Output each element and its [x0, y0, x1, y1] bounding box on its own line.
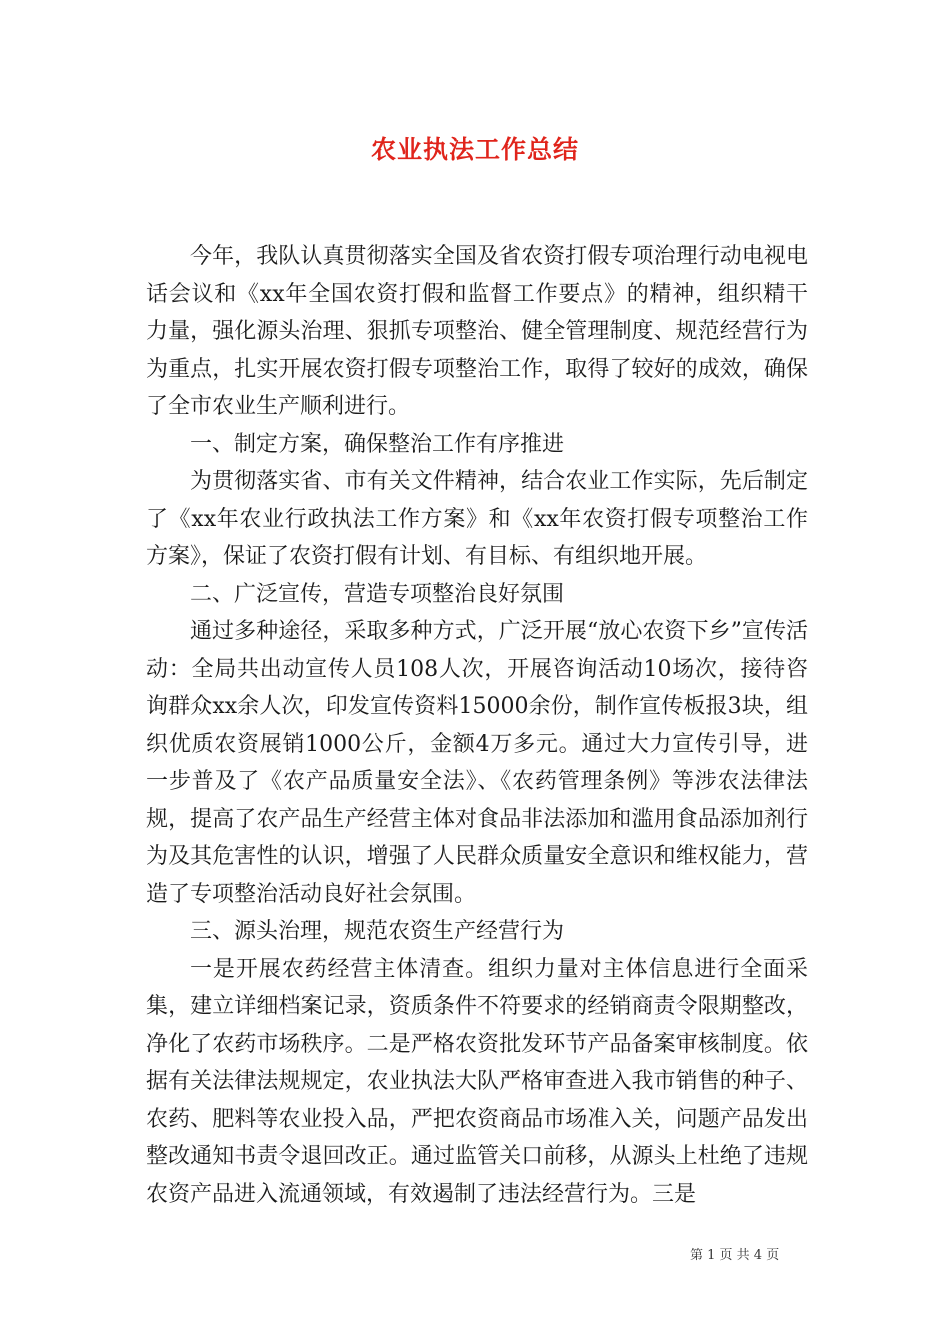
section-heading-3: 三、源头治理，规范农资生产经营行为	[190, 919, 565, 944]
paragraph-section-1: 为贯彻落实省、市有关文件精神，结合农业工作实际，先后制定了《xx年农业行政执法工作方案》和《xx年农资打假专项整治工作方案》，保证了农资打假有计划、有目标、有组织地开展。	[146, 469, 808, 569]
section-heading-2: 二、广泛宣传，营造专项整治良好氛围	[190, 581, 565, 607]
document-title: 农业执法工作总结	[370, 135, 579, 164]
paragraph-intro: 今年，我队认真贯彻落实全国及省农资打假专项治理行动电视电话会议和《xx年全国农资打假和监督工作要点》的精神，组织精干力量，强化源头治理、狠抓专项整治、健全管理制度、规范经营行为为重点，扎实开展农资打假专项整治工作，取得了较好的成效，确保了全市农业生产顺利进行。	[146, 244, 808, 419]
page-number: 第 1 页 共 4 页	[690, 1248, 780, 1263]
paragraph-section-2: 通过多种途径，采取多种方式，广泛开展“放心农资下乡”宣传活动：全局共出动宣传人员108人次，开展咨询活动10场次，接待咨询群众xx余人次，印发宣传资料15000余份，制作宣传板报3块，组织优质农资展销1000公斤，金额4万多元。通过大力宣传引导，进一步普及了《农产品质量安全法》、《农药管理条例》等涉农法律法规，提高了农产品生产经营主体对食品非法添加和滥用食品添加剂行为及其危害性的认识，增强了人民群众质量安全意识和维权能力，营造了专项整治活动良好社会氛围。	[146, 619, 808, 907]
section-heading-1: 一、制定方案，确保整治工作有序推进	[190, 431, 565, 457]
document-body	[146, 238, 808, 1213]
paragraph-section-3: 一是开展农药经营主体清查。组织力量对主体信息进行全面采集，建立详细档案记录，资质条件不符要求的经销商责令限期整改，净化了农药市场秩序。二是严格农资批发环节产品备案审核制度。依据有关法律法规规定，农业执法大队严格审查进入我市销售的种子、农药、肥料等农业投入品，严把农资商品市场准入关，问题产品发出整改通知书责令退回改正。通过监管关口前移，从源头上杜绝了违规农资产品进入流通领域，有效遏制了违法经营行为。三是	[146, 956, 808, 1207]
